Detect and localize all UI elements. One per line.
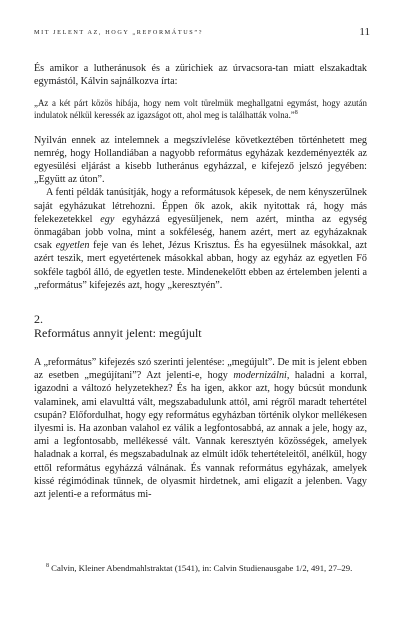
main-text <box>34 62 367 501</box>
section-number: 2. <box>34 312 43 327</box>
quote-text: „Az a két párt közös hibája, hogy nem volt türelmük meghallgatni egymást, hogy azután indulatok nélkül keressék az igazságot ott, ahol meg is találhatták volna.” <box>34 98 367 120</box>
paragraph-examples-part-3: feje van és lehet, Jézus Krisztus. És ha egyesülnek másokkal, azt azért teszik, mert egyetértenek másokkal abban, hogy az egyház az egyetlen Fő sokféle tagból álló, de egyetlen teste. Mindenekelőtt ebben az értelemben jelenti a „református” kifejezés azt, hogy „keresztyén”. <box>34 240 367 291</box>
emphasis-modernizalni: modernizálni <box>233 370 287 382</box>
paragraph-netherlands: Nyilván ennek az intelemnek a megszívlelése következtében történhetett meg nemrég, hogy Hollandiában a nagyobb református egyházak kezdeményezték az egyesülési eljárást a kisebb lutheránus egyházzal, e kifejező jelszó jegyében: „Együtt az úton”. <box>34 134 367 186</box>
paragraph-renewal <box>34 356 367 501</box>
paragraph-examples <box>34 186 367 292</box>
footnote-marker: 8 <box>46 563 49 570</box>
paragraph-examples-part-2: egyházzá egyesüljenek, nem azért, mintha az egység önmagában jobb volna, mint a sokféleség, hanem azért, mert az egyházaknak csak <box>34 213 367 252</box>
paragraph-renewal-part-2: , haladni a korral, igazodni a változó helyzetekhez? És ha igen, akkor azt, hogy búcsút mondunk valaminek, ami elavulttá vált, megszabadulunk attól, ami régről maradt tehertétel csupán? Előfordulhat, hogy egy református egyházban történik olykor mellékesen ilyesmi is. Ha azonban valahol ez válik a legfontosabbá, az annak a jele, hogy az, ami a legfontosabb, mellékessé vált. Vannak keresztyén közösségek, amelyek haladnak a korral, és megszabadulnak az elmúlt idők tehertételeitől, anélkül, hogy ettől református egyházzá válnának. És vannak református egyházak, amelyek kissé régimódinak tűnnek, de olyasmit hirdetnek, ami eligazít a jelenben. Vagy azt jelenti-e a református mi- <box>34 370 367 501</box>
page-number: 11 <box>359 26 370 38</box>
emphasis-egy: egy <box>100 213 115 225</box>
footnote-reference[interactable]: 8 <box>294 110 298 117</box>
paragraph-intro: És amikor a lutheránusok és a zürichiek az úrvacsora-tan miatt elszakadtak egymástól, Kálvin sajnálkozva írta: <box>34 63 367 88</box>
paragraph-renewal-part-1: A „református” kifejezés szó szerinti jelentése: „megújult”. De mit is jelent ebben az esetben „megújítani”? Azt jelenti-e, hogy <box>34 357 367 382</box>
section-title: Református annyit jelent: megújult <box>34 326 202 341</box>
paragraph-examples-part-1: A fenti példák tanúsítják, hogy a reformátusok képesek, de nem kényszerülnek saját egyházukat létrehozni. Éppen ők azok, akik nyitottak rá, hogy más felekezetekkel <box>34 187 367 225</box>
footnote-text: Calvin, Kleiner Abendmahlstraktat (1541), in: Calvin Studienausgabe 1/2, 491, 27–29. <box>49 563 353 573</box>
calvin-quote <box>34 98 367 121</box>
running-header: MIT JELENT AZ, HOGY „REFORMÁTUS”? <box>34 29 204 36</box>
footnote <box>34 563 367 575</box>
emphasis-egyetlen: egyetlen <box>55 240 90 252</box>
